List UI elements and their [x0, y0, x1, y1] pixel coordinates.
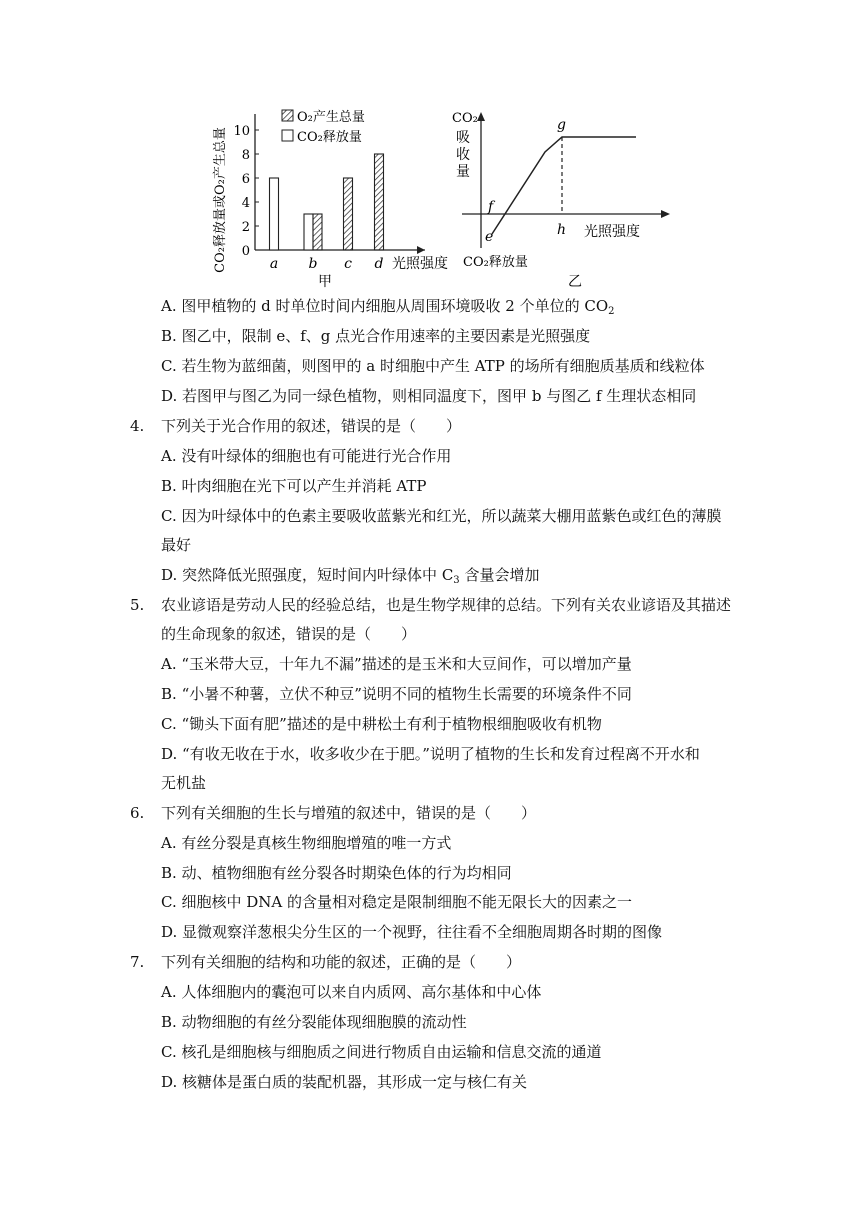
legend-co2-swatch: [282, 130, 293, 141]
yi-curve: [492, 137, 636, 234]
yi-ylabel-2: 收: [456, 147, 470, 163]
q3-option-b[interactable]: [161, 326, 590, 346]
jia-x-tick-label-b: b: [308, 256, 318, 272]
option-letter: C.: [161, 715, 177, 733]
point-e-label: e: [485, 229, 494, 245]
q7-option-b[interactable]: [161, 1012, 467, 1032]
jia-y-tick-label: 6: [241, 172, 250, 187]
q6-option-a[interactable]: [161, 833, 451, 853]
subscript: 2: [608, 306, 615, 317]
option-letter: B.: [161, 477, 177, 495]
option-letter: A.: [161, 834, 177, 852]
yi-ylabel-top: CO₂: [452, 111, 478, 126]
option-text: “小暑不种薯，立伏不种豆”说明不同的植物生长需要的环境条件不同: [181, 685, 632, 703]
figures-area: [200, 100, 680, 292]
option-letter: C.: [161, 507, 177, 525]
option-text: 图甲植物的 d 时单位时间内细胞从周围环境吸收 2 个单位的 CO: [181, 297, 609, 315]
q5-option-d[interactable]: [161, 744, 700, 764]
option-text: 细胞核中 DNA 的含量相对稳定是限制细胞不能无限长大的因素之一: [181, 893, 633, 911]
q4-option-a[interactable]: [161, 446, 451, 466]
q4-stem: 下列关于光合作用的叙述，错误的是（ ）: [161, 417, 462, 435]
option-text: 图乙中，限制 e、f、g 点光合作用速率的主要因素是光照强度: [181, 327, 591, 345]
jia-xlabel: 光照强度: [392, 256, 448, 272]
option-letter: A.: [161, 655, 177, 673]
option-text: “有收无收在于水，收多收少在于肥。”说明了植物的生长和发育过程离不开水和: [182, 745, 700, 763]
yi-xlabel: 光照强度: [584, 224, 640, 240]
yi-y-arrow: [477, 112, 485, 121]
q4-number: 4.: [130, 417, 145, 435]
option-text: “锄头下面有肥”描述的是中耕松土有利于植物根细胞吸收有机物: [181, 715, 602, 733]
q4-option-d[interactable]: [161, 565, 539, 585]
option-text: 突然降低光照强度，短时间内叶绿体中 C: [182, 566, 454, 584]
legend-o2-swatch: [282, 110, 293, 121]
option-text: 没有叶绿体的细胞也有可能进行光合作用: [181, 447, 452, 465]
q5-option-c[interactable]: [161, 714, 602, 734]
option-text: 有丝分裂是真核生物细胞增殖的唯一方式: [181, 834, 452, 852]
option-text: 人体细胞内的囊泡可以来自内质网、高尔基体和中心体: [181, 983, 542, 1001]
option-text: 动、植物细胞有丝分裂各时期染色体的行为均相同: [181, 864, 512, 882]
option-letter: C.: [161, 1043, 177, 1061]
q5-stem-line2: 的生命现象的叙述，错误的是（ ）: [161, 625, 417, 643]
option-text: 叶肉细胞在光下可以产生并消耗 ATP: [181, 477, 427, 495]
q7-stem: 下列有关细胞的结构和功能的叙述，正确的是（ ）: [161, 953, 522, 971]
option-letter: D.: [161, 745, 178, 763]
legend-co2-label: CO₂释放量: [297, 130, 362, 145]
jia-x-tick-label-a: a: [269, 256, 279, 272]
option-letter: A.: [161, 447, 177, 465]
bar-co2-b: [304, 214, 313, 250]
option-text: 显微观察洋葱根尖分生区的一个视野，往往看不全细胞周期各时期的图像: [182, 923, 663, 941]
jia-x-tick-label-d: d: [374, 256, 384, 272]
option-text-tail: 含量会增加: [459, 566, 540, 584]
option-text: 若图甲与图乙为同一绿色植物，则相同温度下，图甲 b 与图乙 f 生理状态相同: [182, 387, 697, 405]
yi-ylabel-1: 吸: [456, 130, 470, 146]
yi-x-arrow: [661, 210, 670, 218]
yi-ylabel-3: 量: [456, 164, 470, 180]
q3-option-d[interactable]: [161, 386, 696, 406]
q4-option-c[interactable]: [161, 506, 722, 526]
q6-number: 6.: [130, 804, 145, 822]
option-letter: B.: [161, 327, 177, 345]
jia-x-tick-label-c: c: [344, 256, 352, 272]
jia-y-tick-label: 2: [241, 220, 250, 235]
bar-co2-a: [270, 178, 279, 250]
q4-option-b[interactable]: [161, 476, 426, 496]
jia-y-tick-label: 8: [241, 148, 250, 163]
option-letter: D.: [161, 923, 178, 941]
bar-o2-c: [344, 178, 353, 250]
option-letter: B.: [161, 685, 177, 703]
option-text: “玉米带大豆，十年九不漏”描述的是玉米和大豆间作，可以增加产量: [181, 655, 632, 673]
legend-o2-label: O₂产生总量: [297, 110, 365, 125]
q5-option-d-continuation: 无机盐: [161, 774, 207, 792]
q5-option-a[interactable]: [161, 654, 632, 674]
q7-option-d[interactable]: [161, 1072, 527, 1092]
option-letter: B.: [161, 864, 177, 882]
option-letter: D.: [161, 387, 178, 405]
figure-yi: [452, 111, 670, 290]
jia-y-tick-label: 10: [233, 124, 250, 139]
option-text: 因为叶绿体中的色素主要吸收蓝紫光和红光，所以蔬菜大棚用蓝紫色或红色的薄膜: [181, 507, 722, 525]
bar-o2-b: [313, 214, 322, 250]
yi-ylabel-bottom: CO₂释放量: [463, 255, 528, 270]
q6-stem: 下列有关细胞的生长与增殖的叙述中，错误的是（ ）: [161, 804, 537, 822]
option-text: 核孔是细胞核与细胞质之间进行物质自由运输和信息交流的通道: [181, 1043, 602, 1061]
option-letter: C.: [161, 357, 177, 375]
option-text: 若生物为蓝细菌，则图甲的 a 时细胞中产生 ATP 的场所有细胞质基质和线粒体: [181, 357, 705, 375]
yi-figure-label: 乙: [568, 274, 582, 290]
jia-y-tick-label: 4: [241, 196, 250, 211]
figures-svg: [200, 100, 680, 292]
q5-number: 5.: [130, 596, 145, 614]
jia-figure-label: 甲: [318, 274, 332, 290]
q3-option-c[interactable]: [161, 356, 705, 376]
q6-option-c[interactable]: [161, 892, 632, 912]
q4-option-c-continuation: 最好: [161, 536, 192, 554]
q3-option-a[interactable]: [161, 296, 615, 316]
option-letter: B.: [161, 1013, 177, 1031]
q7-option-a[interactable]: [161, 982, 541, 1002]
q5-option-b[interactable]: [161, 684, 632, 704]
jia-ylabel: CO₂释放量或O₂产生总量: [213, 127, 228, 273]
jia-x-arrow: [417, 246, 425, 254]
point-g-label: g: [557, 117, 566, 133]
subscript: 3: [453, 575, 460, 586]
point-f-label: f: [488, 199, 494, 215]
option-text: 动物细胞的有丝分裂能体现细胞膜的流动性: [181, 1013, 467, 1031]
option-letter: D.: [161, 566, 178, 584]
q5-stem-line1: 农业谚语是劳动人民的经验总结，也是生物学规律的总结。下列有关农业谚语及其描述: [161, 596, 732, 614]
q6-option-d[interactable]: [161, 922, 662, 942]
option-text: 核糖体是蛋白质的装配机器，其形成一定与核仁有关: [182, 1073, 528, 1091]
option-letter: D.: [161, 1073, 178, 1091]
option-letter: A.: [161, 297, 177, 315]
option-letter: C.: [161, 893, 177, 911]
point-h-label: h: [557, 222, 567, 238]
bar-o2-d: [375, 154, 384, 250]
jia-y-tick-label: 0: [241, 244, 250, 259]
q7-option-c[interactable]: [161, 1042, 602, 1062]
figure-jia: [212, 109, 448, 290]
q6-option-b[interactable]: [161, 863, 512, 883]
q7-number: 7.: [130, 953, 145, 971]
option-letter: A.: [161, 983, 177, 1001]
